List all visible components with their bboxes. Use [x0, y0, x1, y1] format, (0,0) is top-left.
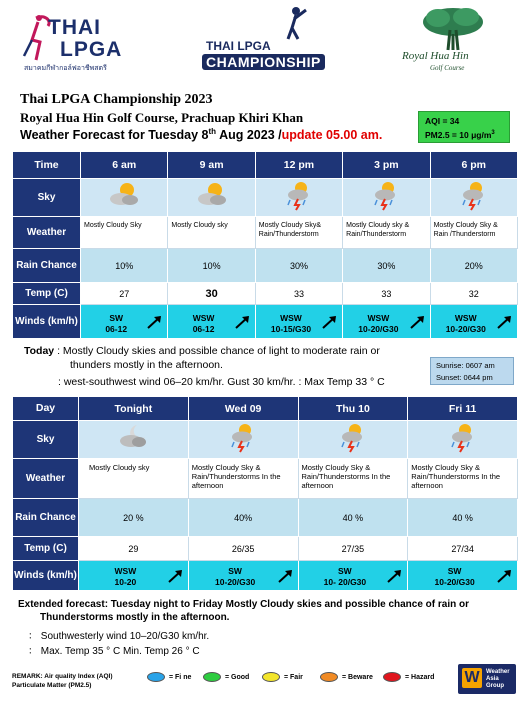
day-fri11: Fri 11	[408, 397, 518, 421]
wind-direction: WSW	[280, 312, 302, 323]
rain-cell: 20%	[430, 249, 517, 283]
royal-hua-hin-logo	[400, 6, 510, 78]
brand-line1: Weather	[486, 669, 510, 675]
update-time: update 05.00 am.	[281, 128, 383, 143]
sky-label: Sky	[13, 179, 81, 217]
rain-cell: 30%	[343, 249, 430, 283]
rain-cell: 10%	[81, 249, 168, 283]
championship-line1: THAI LPGA	[206, 39, 271, 53]
legend-label: = Beware	[342, 673, 373, 681]
time-6pm: 6 pm	[430, 152, 517, 179]
weather-label: Weather	[13, 459, 79, 499]
rain-cell: 20 %	[79, 499, 189, 537]
aqi-value: AQI = 34	[425, 116, 460, 126]
wind-cell	[430, 305, 517, 339]
wind-direction: SW	[447, 566, 462, 576]
legend-beware	[320, 671, 373, 683]
wind-speed: 10-15/G30	[270, 323, 312, 334]
rain-label: Rain Chance	[13, 249, 81, 283]
brand-line3: Group	[486, 683, 504, 689]
wind-arrow-icon	[497, 569, 513, 583]
weather-cell: Mostly Cloudy sky & Rain/Thunderstorm	[343, 217, 430, 249]
weather-cell: Mostly Cloudy sky	[168, 217, 255, 249]
today-line1	[24, 344, 424, 358]
brand-line2: Asia	[486, 676, 499, 682]
sky-cell	[168, 179, 255, 217]
legend-label: = Fi ne	[169, 673, 192, 681]
sky-row	[13, 421, 518, 459]
wind-cell	[343, 305, 430, 339]
time-label: Time	[13, 152, 81, 179]
wind-speed: 10-20/G30	[434, 577, 475, 587]
time-6am: 6 am	[81, 152, 168, 179]
legend-dot-icon	[383, 672, 401, 682]
wind-cell	[298, 561, 408, 591]
weather-cell: Mostly Cloudy Sky & Rain/Thunderstorms In the afternoon	[188, 459, 298, 499]
forecast-date-text: Weather Forecast for Tuesday 8	[20, 128, 209, 143]
legend-dot-icon	[262, 672, 280, 682]
sky-cell	[298, 421, 408, 459]
weather-cell: Mostly Cloudy Sky & Rain/Thunderstorms In the afternoon	[408, 459, 518, 499]
wind-speed: 10-20	[114, 577, 137, 587]
rain-cell: 40 %	[298, 499, 408, 537]
legend-label: = Hazard	[405, 673, 435, 681]
page-title: Thai LPGA Championship 2023	[20, 92, 213, 107]
temp-label: Temp (C)	[13, 283, 81, 305]
winds-row	[13, 561, 518, 591]
partly-cloudy-sun-icon	[194, 179, 230, 211]
day-tonight: Tonight	[79, 397, 189, 421]
weather-asia-w-icon: W	[462, 668, 482, 688]
sky-cell	[188, 421, 298, 459]
temp-cell: 29	[79, 537, 189, 561]
remark-line2: Particulate Matter (PM2.5)	[12, 682, 92, 689]
rain-cell: 10%	[168, 249, 255, 283]
temp-cell: 27	[81, 283, 168, 305]
time-row	[13, 152, 518, 179]
winds-row	[13, 305, 518, 339]
today-label: Today	[24, 345, 55, 357]
weather-cell: Mostly Cloudy Sky& Rain/Thunderstorm	[255, 217, 342, 249]
today-line3: : west-southwest wind 06–20 km/hr. Gust 30 km/hr. : Max Temp 33 ° C	[58, 376, 385, 388]
wind-direction: SW	[228, 566, 242, 576]
legend-fine	[147, 671, 191, 683]
golf-course-name: Golf Course	[430, 64, 465, 72]
weather-row	[13, 217, 518, 249]
wind-speed: 06-12	[105, 323, 128, 334]
pm25-value	[425, 127, 509, 141]
wind-direction: WSW	[114, 566, 137, 576]
legend-dot-icon	[203, 672, 221, 682]
time-3pm: 3 pm	[343, 152, 430, 179]
legend-good	[203, 671, 249, 683]
wind-arrow-icon	[235, 315, 251, 329]
winds-label: Winds (km/h)	[13, 305, 81, 339]
extended-line1: Extended forecast: Tuesday night to Friday Mostly Cloudy skies and possible chance of rain or	[18, 599, 470, 610]
wind-cell	[168, 305, 255, 339]
pm25-unit-sup: 3	[491, 130, 495, 136]
remark-line1: REMARK: Air quality Index (AQI)	[12, 673, 113, 680]
wind-speed: 10-20/G30	[358, 323, 399, 334]
wind-cell	[255, 305, 342, 339]
wind-arrow-icon	[387, 569, 403, 583]
wind-arrow-icon	[497, 315, 513, 329]
championship-logo	[200, 6, 330, 72]
temp-cell: 26/35	[188, 537, 298, 561]
wind-speed: 10-20/G30	[215, 577, 256, 587]
forecast-title	[20, 127, 382, 142]
wind-arrow-icon	[322, 315, 338, 329]
wind-arrow-icon	[278, 569, 294, 583]
venue-title: Royal Hua Hin Golf Course, Prachuap Khiri Khan	[20, 110, 304, 125]
weather-asia-text	[486, 669, 510, 690]
time-12pm: 12 pm	[255, 152, 342, 179]
legend-label: = Good	[225, 673, 250, 681]
extended-line2: Thunderstorms mostly in the afternoon.	[40, 612, 230, 623]
rain-row	[13, 249, 518, 283]
wind-speed: 10-20/G30	[445, 323, 486, 334]
wind-cell	[408, 561, 518, 591]
day-thu10: Thu 10	[298, 397, 408, 421]
wind-direction: WSW	[367, 312, 390, 323]
rain-cell: 40%	[188, 499, 298, 537]
weather-cell: Mostly Cloudy Sky & Rain/Thunderstorms In the afternoon	[298, 459, 408, 499]
temp-cell: 33	[343, 283, 430, 305]
weather-cell: Mostly Cloudy sky	[79, 459, 189, 499]
extended-line3: ： Southwesterly wind 10–20/G30 km/hr.	[28, 631, 210, 642]
thunderstorm-sun-icon	[281, 179, 317, 211]
temp-cell: 33	[255, 283, 342, 305]
thunderstorm-sun-icon	[456, 179, 492, 211]
today-summary	[24, 344, 424, 389]
day-label: Day	[13, 397, 79, 421]
aqi-remark	[12, 672, 113, 690]
wind-direction: SW	[338, 566, 352, 576]
sky-cell	[430, 179, 517, 217]
forecast-date-suffix: Aug 2023 /	[216, 128, 282, 143]
thunderstorm-sun-icon	[368, 179, 404, 211]
temp-row	[13, 537, 518, 561]
wind-arrow-icon	[410, 315, 426, 329]
sky-cell	[79, 421, 189, 459]
sky-label: Sky	[13, 421, 79, 459]
tree-icon	[418, 6, 488, 52]
weather-cell: Mostly Cloudy Sky & Rain /Thunderstorm	[430, 217, 517, 249]
legend-label: = Fair	[284, 673, 303, 681]
wind-cell	[188, 561, 298, 591]
thai-lpga-logo	[18, 12, 130, 74]
temp-label: Temp (C)	[13, 537, 79, 561]
sky-cell	[408, 421, 518, 459]
logo-thai-text: THAI	[48, 16, 101, 39]
rain-cell: 30%	[255, 249, 342, 283]
thunderstorm-sun-icon	[225, 421, 261, 453]
golfer-silhouette-icon	[278, 6, 318, 40]
weather-row	[13, 459, 518, 499]
sky-cell	[343, 179, 430, 217]
pm25-text: PM2.5 = 10 μg/m	[425, 129, 492, 140]
aqi-box	[418, 111, 510, 143]
temp-cell: 27/35	[298, 537, 408, 561]
wind-speed: 06-12	[192, 323, 215, 334]
winds-label: Winds (km/h)	[13, 561, 79, 591]
logo-thai-subtitle: สมาคมกีฬากอล์ฟอาชีพสตรี	[24, 65, 107, 72]
day-wed09: Wed 09	[188, 397, 298, 421]
wind-cell	[81, 305, 168, 339]
wind-direction: WSW	[454, 312, 477, 323]
wind-arrow-icon	[168, 569, 184, 583]
temp-cell: 32	[430, 283, 517, 305]
royal-hua-hin-name: Royal Hua Hin	[402, 50, 469, 62]
sky-cell	[255, 179, 342, 217]
time-9am: 9 am	[168, 152, 255, 179]
temp-cell: 30	[168, 283, 255, 305]
today-line1-text: : Mostly Cloudy skies and possible chance of light to moderate rain or	[57, 345, 380, 357]
sky-cell	[81, 179, 168, 217]
weather-asia-group-logo	[458, 664, 516, 694]
today-line2: thunders mostly in the afternoon.	[70, 359, 223, 371]
thunderstorm-sun-icon	[335, 421, 371, 453]
partly-cloudy-sun-icon	[106, 179, 142, 211]
sunset-time: Sunset: 0644 pm	[436, 373, 493, 382]
rain-label: Rain Chance	[13, 499, 79, 537]
legend-dot-icon	[147, 672, 165, 682]
rain-row	[13, 499, 518, 537]
logo-lpga-text: LPGA	[60, 38, 123, 61]
wind-speed: 10- 20/G30	[323, 577, 367, 587]
rain-cell: 40 %	[408, 499, 518, 537]
wind-arrow-icon	[147, 315, 163, 329]
legend-dot-icon	[320, 672, 338, 682]
championship-line2: CHAMPIONSHIP	[202, 54, 325, 70]
wind-cell	[79, 561, 189, 591]
thunderstorm-sun-icon	[445, 421, 481, 453]
weather-label: Weather	[13, 217, 81, 249]
outlook-forecast-table	[12, 396, 518, 591]
extended-line4: ： Max. Temp 35 ° C Min. Temp 26 ° C	[28, 646, 200, 657]
weather-cell: Mostly Cloudy Sky	[81, 217, 168, 249]
temp-row	[13, 283, 518, 305]
temp-cell: 27/34	[408, 537, 518, 561]
wind-direction: SW	[109, 312, 124, 323]
legend-fair	[262, 671, 303, 683]
sun-times-box	[430, 357, 514, 385]
extended-forecast	[18, 598, 518, 658]
today-forecast-table	[12, 151, 518, 339]
wind-direction: WSW	[192, 312, 215, 323]
forecast-date-sup: th	[208, 127, 217, 136]
cloudy-night-icon	[115, 421, 151, 453]
sky-row	[13, 179, 518, 217]
sunrise-time: Sunrise: 0607 am	[436, 361, 495, 370]
day-row	[13, 397, 518, 421]
legend-hazard	[383, 671, 434, 683]
